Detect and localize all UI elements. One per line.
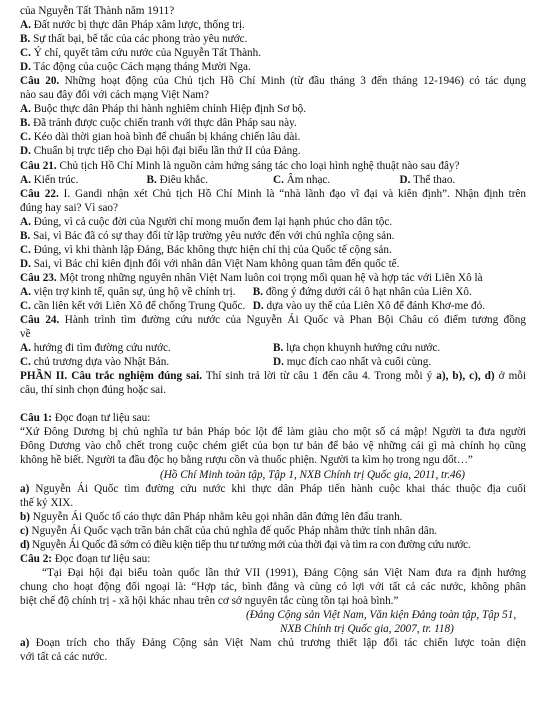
- statement-text: Nguyễn Ái Quốc vạch trần bản chất của chủ nghĩa đế quốc Pháp nhằm thức tỉnh nhân dân.: [28, 524, 438, 537]
- tf2-heading: [20, 552, 526, 566]
- option-text: dựa vào uy thế của Liên Xô để đánh Khơ-me đỏ.: [263, 299, 486, 312]
- option-text: Sai, vì Bác chỉ kiên định đối với nhân dân Việt Nam không quan tâm đến quốc tế.: [30, 257, 400, 270]
- q24-option-c[interactable]: [20, 355, 273, 369]
- q19-stem-end: của Nguyễn Tất Thành năm 1911?: [20, 5, 175, 17]
- option-text: Đúng, vì cả cuộc đời của Người chỉ mong muốn đem lại hạnh phúc cho dân tộc.: [30, 215, 393, 228]
- option-text: lựa chọn khuynh hướng cứu nước.: [283, 342, 441, 355]
- tf1-statement-b[interactable]: [20, 510, 526, 524]
- option-label: C.: [20, 356, 31, 369]
- option-text: Ý chí, quyết tâm cứu nước của Nguyễn Tất Thành.: [30, 47, 262, 60]
- q20-option-a[interactable]: [20, 102, 526, 116]
- q19-option-c[interactable]: [20, 46, 526, 60]
- option-text: Đã tránh được cuộc chiến tranh với thực dân Pháp sau này.: [30, 117, 297, 130]
- tf1-statement-a[interactable]: [20, 482, 526, 496]
- option-label: C.: [20, 243, 31, 256]
- option-label: D.: [252, 299, 264, 312]
- option-text: Đúng, vì khi thành lập Đảng, Bác không thực hiện chỉ thị của Quốc tế cộng sản.: [30, 243, 392, 256]
- option-label: D.: [399, 173, 411, 186]
- q19-option-a[interactable]: [20, 18, 526, 32]
- q19-option-d[interactable]: [20, 60, 526, 74]
- q24-options-row-1: [20, 341, 526, 355]
- option-label: A.: [20, 103, 31, 116]
- option-label: B.: [146, 173, 157, 186]
- tf1-heading: [20, 411, 526, 425]
- option-label: A.: [20, 215, 31, 228]
- option-text: Kéo dài thời gian hoà bình để chuẩn bị kháng chiến lâu dài.: [30, 131, 301, 144]
- q21-option-d[interactable]: [400, 173, 527, 187]
- question-text: Một trong những nguyên nhân Việt Nam luôn coi trọng mối quan hệ và hợp tác với Liên Xô là: [56, 271, 483, 284]
- option-text: Tác động của cuộc Cách mạng tháng Mười Nga.: [30, 61, 251, 74]
- tf1-statement-c[interactable]: [20, 524, 526, 538]
- q24-option-b[interactable]: [273, 341, 526, 355]
- q24-option-a[interactable]: [20, 341, 273, 355]
- question-number: Câu 23.: [20, 271, 57, 284]
- tf1-quote-line-2: Đông Dương vào chỗ chết trong cuộc chém giết của bọn tư bản để bảo vệ những cái gì mà chính họ cũng: [20, 440, 526, 453]
- q24-options-row-2: [20, 355, 526, 369]
- option-text: Đất nước bị thực dân Pháp xâm lược, thống trị.: [30, 19, 245, 32]
- option-text: Sai, vì Bác đã có sự thay đổi từ lập trường yêu nước đến với chủ nghĩa cộng sản.: [30, 229, 395, 242]
- tf2-statement-a[interactable]: [20, 636, 526, 650]
- option-text: mục đích cao nhất và cuối cùng.: [283, 356, 432, 369]
- q24-stem-cont: về: [20, 328, 31, 341]
- tf1-quote-line-1: “Xứ Đông Dương bị chủ nghĩa tư bản Pháp bóc lột để làm giàu cho một số cá mập! Người ta đưa người: [20, 426, 526, 439]
- statement-text: Đoạn trích cho thấy Đảng Cộng sản Việt Nam chủ trương thiết lập đối tác chiến lược toàn diện: [29, 637, 526, 650]
- q21-option-c[interactable]: [273, 173, 400, 187]
- part2-instruction-cont: câu, thí sinh chọn đúng hoặc sai.: [20, 384, 167, 397]
- question-text: Đọc đoạn tư liệu sau:: [52, 552, 151, 565]
- statement-text: Nguyễn Ái Quốc đã sớm có điều kiện tiếp thu tư tưởng mới của thời đại và tìm ra con đường cứu nước.: [29, 538, 471, 551]
- tf2-quote-line-3: biệt chế độ chính trị - xã hội khác nhau trên cơ sở nguyên tắc cùng tồn tại hoà bình.”: [20, 594, 399, 607]
- option-label: A.: [20, 285, 31, 298]
- option-label: B.: [20, 33, 31, 46]
- q21-option-b[interactable]: [147, 173, 274, 187]
- option-label: D.: [20, 257, 31, 270]
- option-label: B.: [20, 229, 31, 242]
- spacer: [20, 397, 526, 411]
- option-label: A.: [20, 173, 31, 186]
- option-text: viện trợ kinh tế, quân sự, ủng hộ về chính trị.: [30, 285, 236, 298]
- option-label: D.: [273, 356, 284, 369]
- statement-label: a): [20, 637, 30, 650]
- q23-options-row-1: [20, 285, 526, 299]
- tf2-source-line-1: (Đảng Cộng sản Việt Nam, Văn kiện Đảng toàn tập, Tập 51,: [246, 608, 517, 621]
- q20-stem-cont: nào sau đây đối với cách mạng Việt Nam?: [20, 89, 209, 102]
- q22-option-d[interactable]: [20, 257, 526, 271]
- option-label: B.: [20, 117, 31, 130]
- q22-option-a[interactable]: [20, 215, 526, 229]
- option-text: Sự thất bại, bế tắc của các phong trào yêu nước.: [30, 33, 248, 46]
- question-number: Câu 22.: [20, 187, 59, 200]
- question-text: Hành trình tìm đường cứu nước của Nguyễn Ái Quốc và Phan Bội Châu có điểm tương đồng: [59, 314, 526, 327]
- q23-option-a[interactable]: [20, 285, 253, 299]
- q20-option-b[interactable]: [20, 116, 526, 130]
- tf2-quote-line-2: chung cho hoạt động đối ngoại là: “Hợp tác, bình đẳng và cùng có lợi với tất cả các nước, không phân: [20, 580, 526, 593]
- question-text: Những hoạt động của Chủ tịch Hồ Chí Minh (từ đầu tháng 3 đến tháng 12-1946) có tác dụng: [59, 75, 526, 88]
- option-text: đồng ý đứng dưới cái ô hạt nhân của Liên Xô.: [263, 285, 472, 298]
- tf2-source-line-2: NXB Chính trị Quốc gia, 2007, tr. 118): [280, 623, 454, 636]
- statement-text: Nguyễn Ái Quốc tố cáo thực dân Pháp nhằm kêu gọi nhân dân đứng lên đấu tranh.: [29, 510, 403, 523]
- q24-option-d[interactable]: [273, 355, 526, 369]
- question-text: I. Gandi nhận xét Chủ tịch Hồ Chí Minh là “nhà lãnh đạo vĩ đại và kiên định”. Nhận định trên: [58, 187, 526, 200]
- q23-stem: [20, 271, 526, 285]
- option-text: hướng đi tìm đường cứu nước.: [30, 342, 171, 355]
- option-text: chủ trương dựa vào Nhật Bản.: [30, 356, 170, 369]
- q22-stem-cont: đúng hay sai? Vì sao?: [20, 201, 118, 214]
- question-number: Câu 1:: [20, 412, 53, 425]
- q19-option-b[interactable]: [20, 32, 526, 46]
- q23-option-b[interactable]: [253, 285, 526, 299]
- option-label: D.: [20, 61, 31, 74]
- q22-option-b[interactable]: [20, 229, 526, 243]
- q23-option-c[interactable]: [20, 299, 253, 313]
- q21-option-a[interactable]: [20, 173, 147, 187]
- statement-text: Nguyễn Ái Quốc tìm đường cứu nước khi thực dân Pháp tiến hành cuộc khai thác thuộc địa cuối: [29, 482, 526, 495]
- option-text: Chuẩn bị trực tiếp cho Đại hội đại biểu lần thứ II của Đảng.: [30, 145, 301, 158]
- tf1-source: (Hồ Chí Minh toàn tập, Tập 1, NXB Chính trị Quốc gia, 2011, tr.46): [160, 468, 465, 481]
- question-number: Câu 20.: [20, 75, 60, 88]
- q20-option-c[interactable]: [20, 130, 526, 144]
- tf2-statement-a-cont: với tất cả các nước.: [20, 651, 108, 664]
- statement-label: a): [20, 482, 30, 495]
- question-text: Chủ tịch Hồ Chí Minh là nguồn cảm hứng sáng tác cho loại hình nghệ thuật nào sau đây?: [56, 159, 460, 172]
- option-label: D.: [20, 145, 31, 158]
- option-label: C.: [20, 299, 31, 312]
- option-label: C.: [273, 173, 284, 186]
- statement-label: c): [20, 524, 29, 537]
- option-text: Buộc thực dân Pháp thi hành nghiêm chỉnh Hiệp định Sơ bộ.: [30, 103, 307, 116]
- option-label: A.: [20, 342, 31, 355]
- q23-options-row-2: [20, 299, 526, 313]
- option-label: A.: [20, 19, 31, 32]
- part2-instruction-end: ở mỗi: [494, 370, 526, 383]
- q22-stem: [20, 187, 526, 201]
- option-label: B.: [273, 342, 284, 355]
- tf1-statement-d[interactable]: [20, 538, 526, 552]
- option-text: Kiến trúc.: [30, 173, 79, 186]
- q24-stem: [20, 313, 526, 327]
- option-text: cần liên kết với Liên Xô để chống Trung Quốc.: [30, 299, 246, 312]
- q22-option-c[interactable]: [20, 243, 526, 257]
- statement-label: d): [20, 538, 30, 551]
- tf2-quote-line-1: “Tại Đại hội đại biểu toàn quốc lần thứ VII (1991), Đảng Cộng sản Việt Nam đưa ra định hướng: [42, 566, 526, 579]
- question-number: Câu 21.: [20, 159, 57, 172]
- part2-instruction: Thí sinh trả lời từ câu 1 đến câu 4. Trong mỗi ý: [202, 370, 437, 383]
- question-number: Câu 2:: [20, 552, 53, 565]
- option-label: C.: [20, 131, 31, 144]
- option-text: Âm nhạc.: [283, 173, 331, 186]
- part2-title: PHẦN II. Câu trắc nghiệm đúng sai.: [20, 370, 202, 383]
- q23-option-d[interactable]: [253, 299, 526, 313]
- q20-stem: [20, 74, 526, 88]
- q21-options: [20, 173, 526, 187]
- question-text: Đọc đoạn tư liệu sau:: [52, 412, 151, 425]
- option-label: C.: [20, 47, 31, 60]
- option-text: Thể thao.: [410, 173, 456, 186]
- tf1-quote-line-3: không hề biết. Người ta đầu độc họ bằng rượu cồn và thuốc phiện. Người ta kìm họ trong ngu dốt…”: [20, 454, 473, 467]
- tf1-statement-a-cont: thế kỷ XIX.: [20, 496, 74, 509]
- part2-heading: [20, 369, 526, 383]
- option-text: Điêu khắc.: [156, 173, 209, 186]
- question-number: Câu 24.: [20, 314, 60, 327]
- q20-option-d[interactable]: [20, 144, 526, 158]
- q21-stem: [20, 159, 526, 173]
- option-label: B.: [252, 285, 264, 298]
- statement-label: b): [20, 510, 30, 523]
- part2-options-list: a), b), c), d): [436, 370, 495, 383]
